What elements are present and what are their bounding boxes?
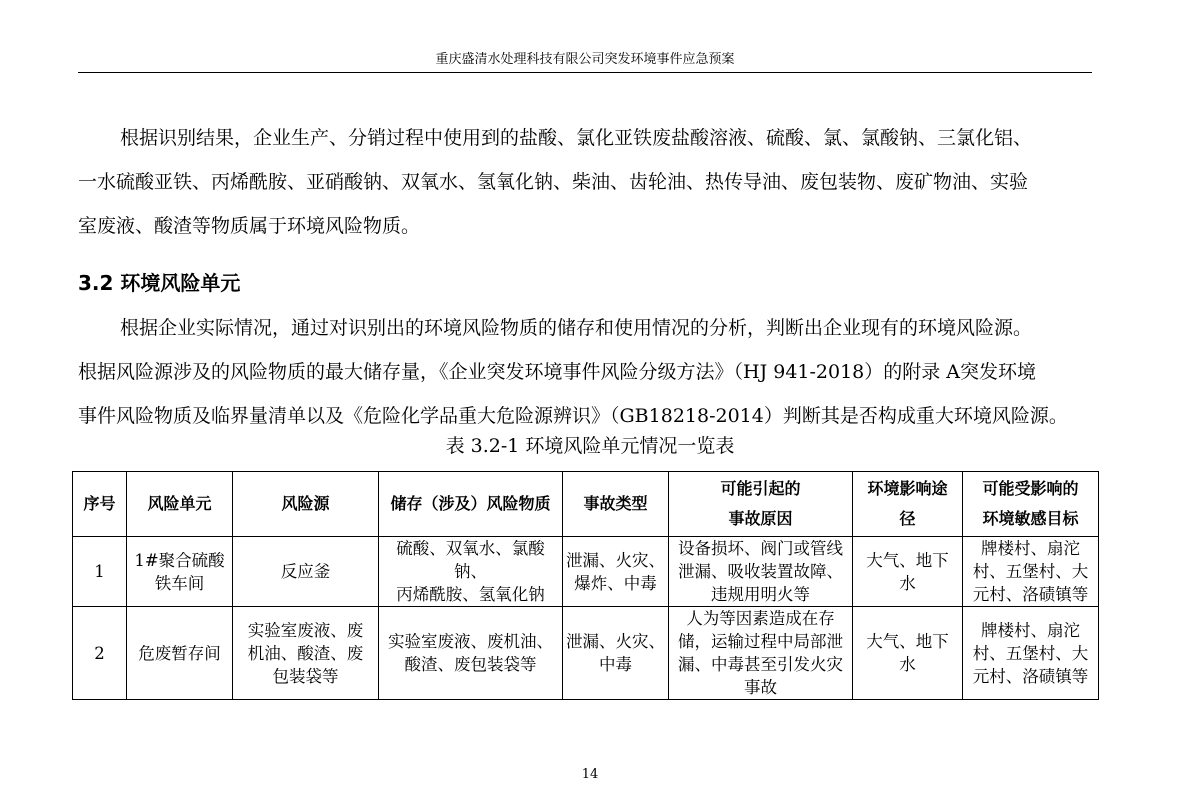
cell-impact-path [853, 537, 963, 607]
cell-line: 牌楼村、扇沱 [981, 539, 1080, 558]
header-impact-path [853, 472, 963, 537]
cell-line: 中毒 [599, 655, 632, 674]
cell-line: 泄漏、吸收装置故障、 [678, 562, 843, 581]
header-sensitive-target [963, 472, 1099, 537]
table-row [73, 537, 1099, 607]
cell-unit [127, 607, 233, 700]
cell-cause [669, 537, 853, 607]
cell-sensitive-target [963, 607, 1099, 700]
header-material: 储存（涉及）风险物质 [379, 472, 563, 537]
cell-impact-path [853, 607, 963, 700]
cell-line: 机油、酸渣、废 [247, 643, 364, 663]
cell-line: 违规用明火等 [711, 585, 810, 604]
header-cause [669, 472, 853, 537]
paragraph-line: 根据风险源涉及的风险物质的最大储存量，《企业突发环境事件风险分级方法》（HJ 941-2018）的附录 A突发环境 [78, 361, 1037, 383]
cell-line: 漏、中毒甚至引发火灾 [678, 655, 843, 674]
cell-line: 村、五堡村、大 [972, 562, 1089, 581]
cell-no: 2 [73, 607, 127, 700]
table-row [73, 607, 1099, 700]
cell-source [233, 607, 379, 700]
cell-line: 泄漏、火灾、 [566, 550, 665, 570]
cell-line: 储，运输过程中局部泄 [678, 632, 843, 651]
header-cause-line: 事故原因 [728, 509, 793, 528]
risk-unit-table [72, 471, 1099, 700]
cell-line: 包装袋等 [272, 666, 339, 686]
cell-line: 元村、洛碛镇等 [972, 666, 1089, 686]
cell-line: 大气、地下 [866, 632, 949, 651]
cell-line: 水 [899, 573, 916, 593]
paragraph-line: 一水硫酸亚铁、丙烯酰胺、亚硝酸钠、双氧水、氢氧化钠、柴油、齿轮油、热传导油、废包装物、废矿物油、实验 [78, 171, 1029, 193]
paragraph-risk-source [78, 306, 1094, 438]
running-header: 重庆盛清水处理科技有限公司突发环境事件应急预案 [435, 52, 735, 67]
paragraph-identification-result [78, 116, 1094, 248]
page-number: 14 [581, 767, 599, 782]
header-cause-line: 可能引起的 [720, 479, 801, 498]
cell-line: 水 [899, 655, 916, 674]
cell-line: 村、五堡村、大 [972, 643, 1089, 663]
header-target-line: 环境敏感目标 [982, 509, 1079, 528]
cell-line: 反应釜 [280, 562, 331, 581]
cell-line: 1#聚合硫酸 [134, 550, 225, 570]
paragraph-line: 事件风险物质及临界量清单以及《危险化学品重大危险源辨识》（GB18218-2014）判断其是否构成重大环境风险源。 [78, 405, 1068, 427]
cell-material [379, 537, 563, 607]
paragraph-line: 室废液、酸渣等物质属于环境风险物质。 [78, 215, 421, 237]
cell-sensitive-target [963, 537, 1099, 607]
cell-line: 丙烯酰胺、氢氧化钠 [396, 585, 545, 604]
cell-no: 1 [73, 537, 127, 607]
cell-line: 元村、洛碛镇等 [972, 585, 1089, 604]
header-path-line: 环境影响途 [867, 479, 948, 498]
table-header-row [73, 472, 1099, 537]
cell-material [379, 607, 563, 700]
section-heading: 3.2 环境风险单元 [78, 271, 241, 295]
header-target-line: 可能受影响的 [982, 479, 1079, 498]
cell-source [233, 537, 379, 607]
header-no: 序号 [73, 472, 127, 537]
header-source: 风险源 [233, 472, 379, 537]
cell-accident-type [563, 607, 669, 700]
paragraph-line: 根据企业实际情况，通过对识别出的环境风险物质的储存和使用情况的分析，判断出企业现有的环境风险源。 [120, 317, 1033, 339]
cell-line: 设备损坏、阀门或管线 [678, 539, 843, 558]
cell-line: 酸渣、废包装袋等 [404, 655, 537, 674]
cell-line: 危废暂存间 [138, 643, 221, 663]
cell-unit [127, 537, 233, 607]
cell-line: 硫酸、双氧水、氯酸钠、 [396, 539, 545, 581]
cell-cause [669, 607, 853, 700]
header-unit: 风险单元 [127, 472, 233, 537]
cell-accident-type [563, 537, 669, 607]
cell-line: 泄漏、火灾、 [566, 632, 665, 651]
cell-line: 人为等因素造成在存 [686, 609, 835, 628]
cell-line: 铁车间 [154, 573, 205, 593]
header-rule [78, 72, 1092, 73]
cell-line: 大气、地下 [866, 550, 949, 570]
header-path-line: 径 [899, 509, 916, 528]
header-accident-type: 事故类型 [563, 472, 669, 537]
paragraph-line: 根据识别结果，企业生产、分销过程中使用到的盐酸、氯化亚铁废盐酸溶液、硫酸、氯、氯酸钠、三氯化铝、 [120, 127, 1033, 149]
cell-line: 爆炸、中毒 [574, 573, 657, 593]
cell-line: 实验室废液、废机油、 [388, 632, 553, 651]
cell-line: 牌楼村、扇沱 [981, 620, 1080, 640]
cell-line: 事故 [744, 678, 777, 697]
cell-line: 实验室废液、废 [247, 620, 364, 640]
table-caption: 表 3.2-1 环境风险单元情况一览表 [445, 435, 735, 457]
